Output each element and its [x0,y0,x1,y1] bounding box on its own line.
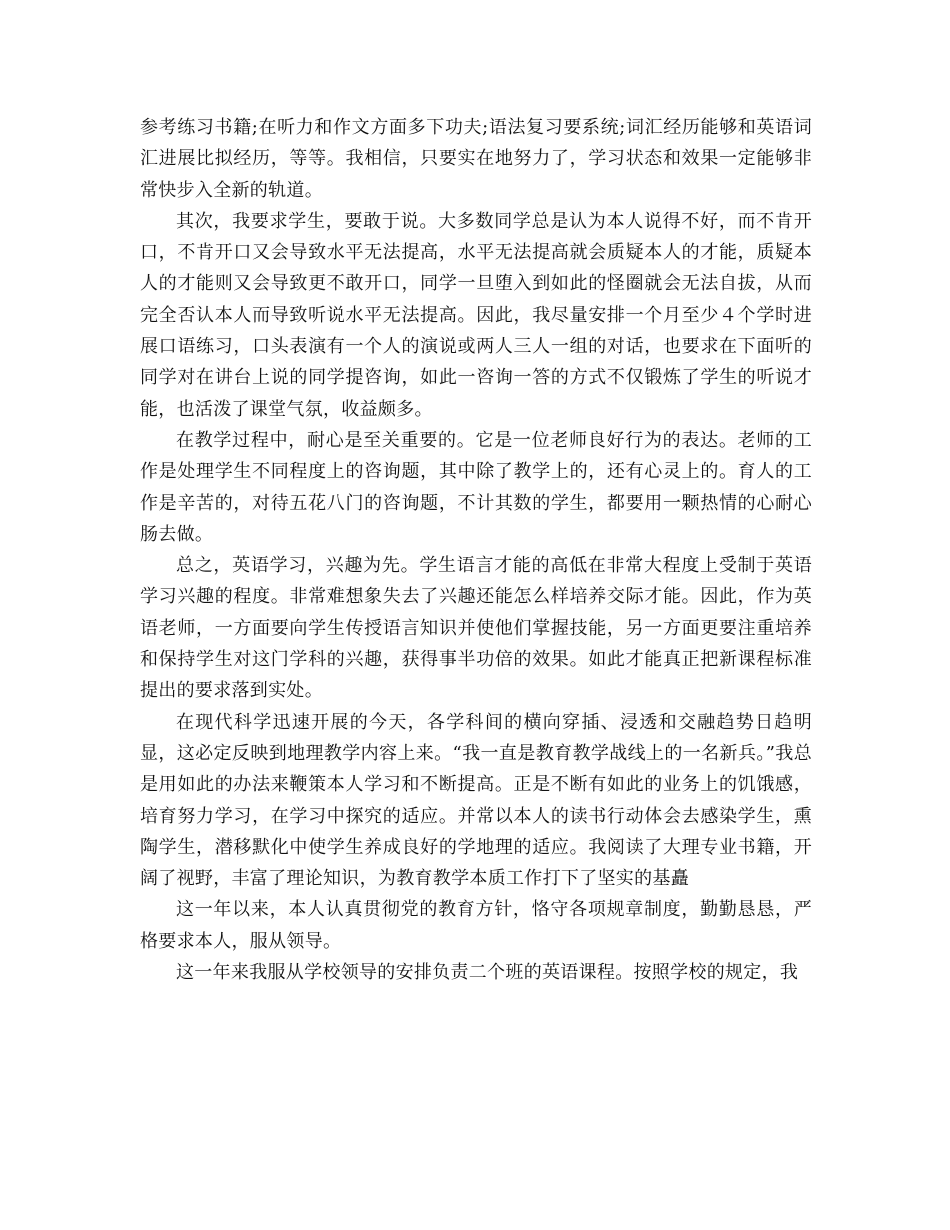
document-body [140,112,812,988]
paragraph: 这一年以来，本人认真贯彻党的教育方针，恪守各项规章制度，勤勤恳恳，严格要求本人，服从领导。 [140,899,812,952]
paragraph: 在现代科学迅速开展的今天，各学科间的横向穿插、浸透和交融趋势日趋明显，这必定反映到地理教学内容上来。“我一直是教育教学战线上的一名新兵。”我总是用如此的办法来鞭策本人学习和不断提高。正是不断有如此的业务上的饥饿感，培育努力学习，在学习中探究的适应。并常以本人的读书行动体会去感染学生，熏陶学生，潜移默化中使学生养成良好的学地理的适应。我阅读了大理专业书籍，开阔了视野，丰富了理论知识，为教育教学本质工作打下了坚实的基矗 [140,711,812,890]
paragraph: 参考练习书籍;在听力和作文方面多下功夫;语法复习要系统;词汇经历能够和英语词汇进展比拟经历，等等。我相信，只要实在地努力了，学习状态和效果一定能够非常快步入全新的轨道。 [140,117,812,201]
paragraph: 在教学过程中，耐心是至关重要的。它是一位老师良好行为的表达。老师的工作是处理学生不同程度上的咨询题，其中除了教学上的，还有心灵上的。育人的工作是辛苦的，对待五花八门的咨询题，不计其数的学生，都要用一颗热情的心耐心肠去做。 [140,429,812,545]
paragraph: 这一年来我服从学校领导的安排负责二个班的英语课程。按照学校的规定，我 [176,962,799,984]
paragraph: 其次，我要求学生，要敢于说。大多数同学总是认为本人说得不好，而不肯开口，不肯开口又会导致水平无法提高，水平无法提高就会质疑本人的才能，质疑本人的才能则又会导致更不敢开口，同学一旦堕入到如此的怪圈就会无法自拔，从而完全否认本人而导致听说水平无法提高。因此，我尽量安排一个月至少４个学时进展口语练习，口头表演有一个人的演说或两人三人一组的对话，也要求在下面听的同学对在讲台上说的同学提咨询，如此一咨询一答的方式不仅锻炼了学生的听说才能，也活泼了课堂气氛，收益颇多。 [140,210,812,420]
paragraph: 总之，英语学习，兴趣为先。学生语言才能的高低在非常大程度上受制于英语学习兴趣的程度。非常难想象失去了兴趣还能怎么样培养交际才能。因此，作为英语老师，一方面要向学生传授语言知识并使他们掌握技能，另一方面更要注重培养和保持学生对这门学科的兴趣，获得事半功倍的效果。如此才能真正把新课程标准提出的要求落到实处。 [140,555,812,702]
